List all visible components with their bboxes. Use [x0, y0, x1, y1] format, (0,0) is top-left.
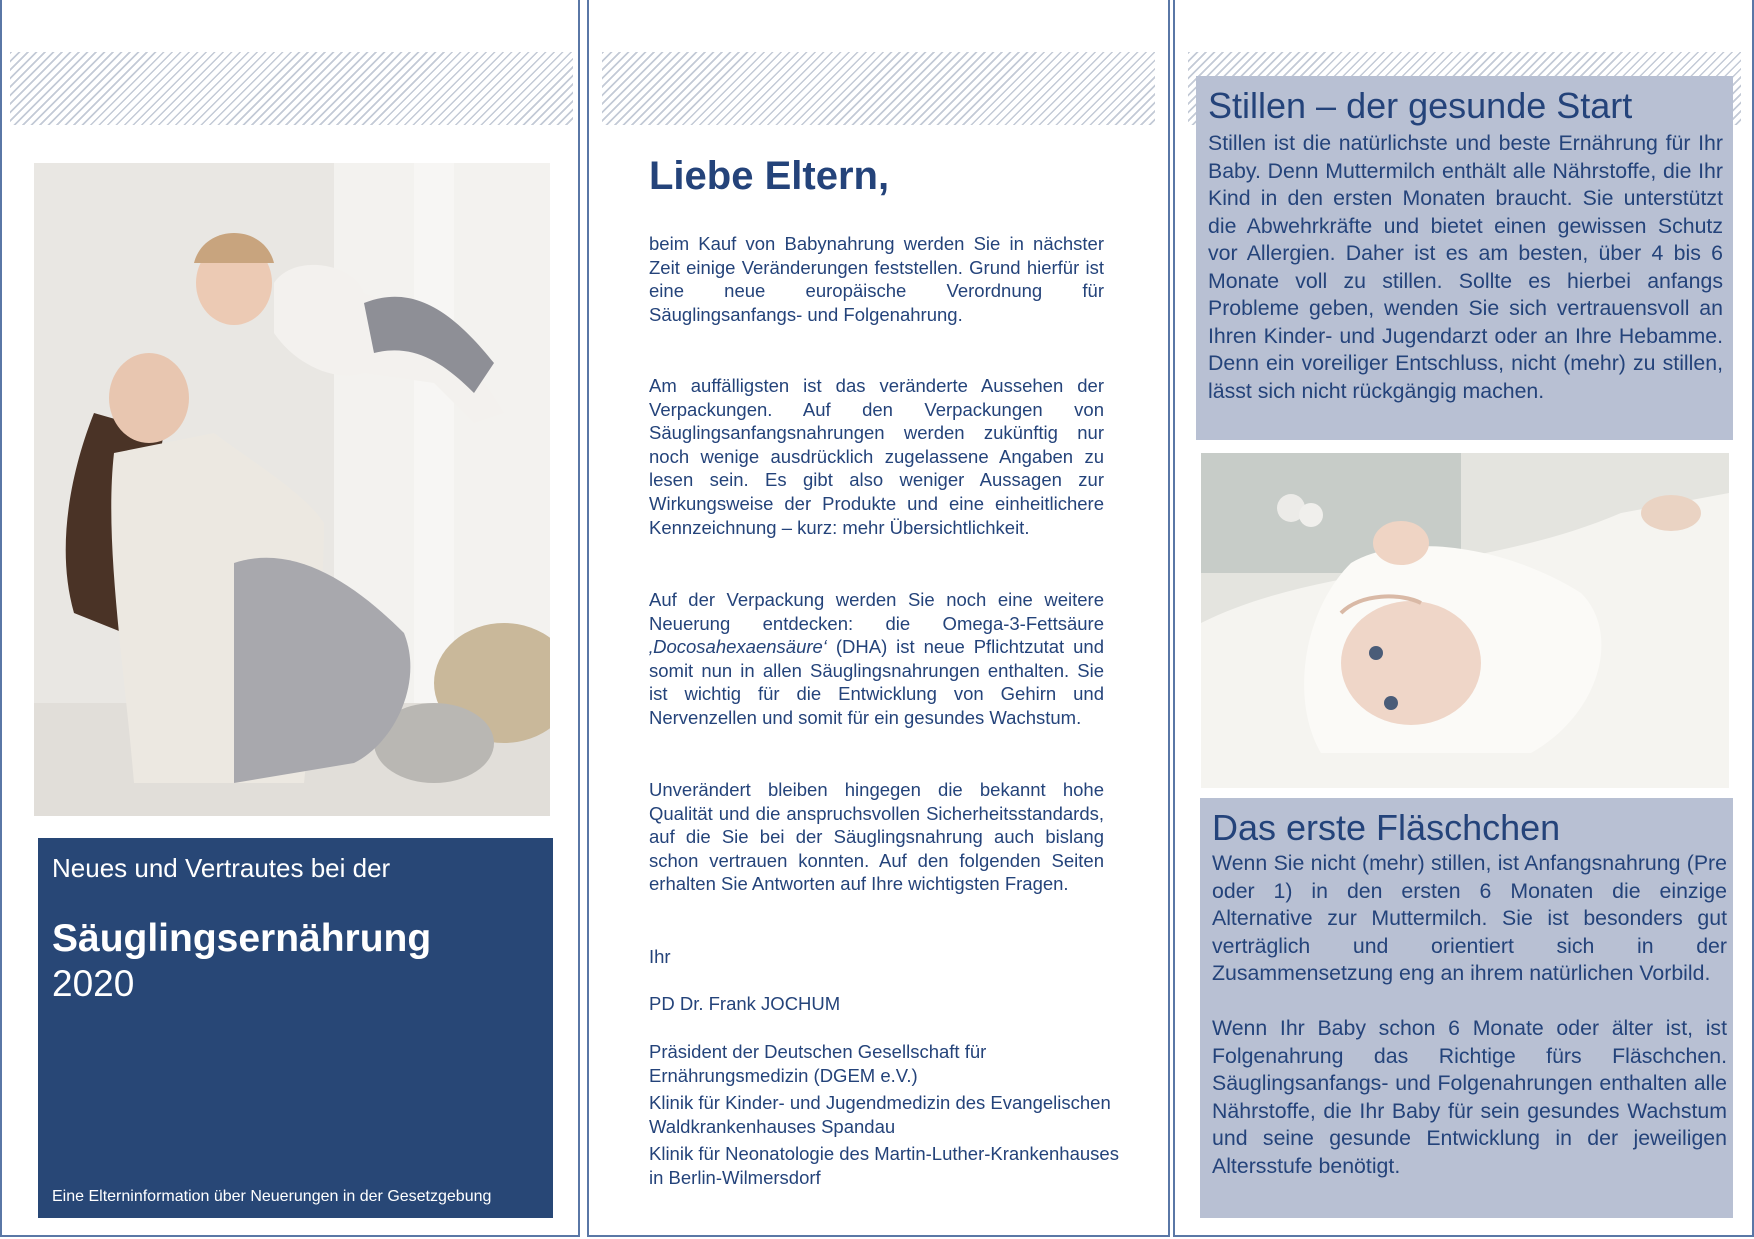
letter-paragraph — [649, 588, 1104, 730]
letter-text-part: (DHA) ist neue Pflichtzutat und somit nun in allen Säuglingsnahrungen enthalten. Sie ist wichtig für die Entwicklung von Gehirn und Nervenzellen und somit für ein gesundes Wachstum. — [649, 636, 1104, 728]
letter-paragraph: Am auffälligsten ist das veränderte Aussehen der Verpackungen. Auf den Verpackungen von Säuglingsanfangsnahrungen werden zukünftig nur noch wenige ausdrücklich zugelassene Angaben zu lesen sein. Es gibt also weniger Aussagen zur Wirkungsweise der Produkte und eine einheitlichere Kennzeichnung – kurz: mehr Übersichtlichkeit. — [649, 375, 1104, 538]
cover-title: Säuglingsernährung — [52, 917, 432, 960]
first-bottle-box — [1200, 798, 1733, 1218]
cover-title-block — [38, 838, 553, 1218]
cover-subtitle: Neues und Vertrautes bei der — [52, 853, 391, 883]
hatch-band — [602, 52, 1155, 125]
first-bottle-heading: Das erste Fläschchen — [1212, 807, 1561, 848]
cover-year: 2020 — [52, 963, 135, 1004]
letter-text-italic: ‚Docosahexaensäure‘ — [649, 636, 827, 658]
info-panel — [1173, 0, 1754, 1237]
first-bottle-text: Wenn Sie nicht (mehr) stillen, ist Anfangsnahrung (Pre oder 1) in den ersten 6 Monaten die einzige Alternative zur Muttermilch. Sie ist besonders gut verträglich und orientiert sich in der Zusammensetzung eng an ihrem natürlichen Vorbild. — [1212, 851, 1727, 985]
letter-text-part: Auf der Verpackung werden Sie noch eine weitere Neuerung entdecken: die Omega-3-Fettsäure — [649, 589, 1104, 634]
letter-title: Liebe Eltern, — [649, 154, 890, 198]
letter-panel — [587, 0, 1170, 1237]
signatory-name: PD Dr. Frank JOCHUM — [649, 993, 841, 1014]
cover-panel — [0, 0, 580, 1237]
breastfeeding-box — [1196, 76, 1733, 440]
mother-baby-photo — [34, 163, 550, 816]
signatory-affiliation: Präsident der Deutschen Gesellschaft für Ernährungsmedizin (DGEM e.V.) — [649, 1041, 987, 1086]
baby-photo — [1201, 453, 1729, 788]
hatch-band — [10, 52, 573, 125]
breastfeeding-heading: Stillen – der gesunde Start — [1208, 85, 1633, 126]
first-bottle-text: Wenn Ihr Baby schon 6 Monate oder älter ist, ist Folgenahrung das Richtige fürs Fläschchen. Säuglingsanfangs- und Folgenahrungen enthalten alle Nährstoffe, die Ihr Baby für sein gesundes Wachstum und seine gesunde Entwicklung in der jeweiligen Altersstufe benötigt. — [1212, 1016, 1727, 1178]
letter-paragraph: beim Kauf von Babynahrung werden Sie in nächster Zeit einige Veränderungen feststellen. Grund hierfür ist eine neue europäische Verordnung für Säuglingsanfangs- und Folgenahrung. — [649, 233, 1104, 325]
signatory-affiliation: Klinik für Kinder- und Jugendmedizin des Evangelischen Waldkrankenhauses Spandau — [649, 1092, 1111, 1137]
letter-closing: Ihr — [649, 946, 671, 967]
cover-footer: Eine Elterninformation über Neuerungen in der Gesetzgebung — [52, 1188, 492, 1205]
signatory-affiliation: Klinik für Neonatologie des Martin-Luther-Krankenhauses in Berlin-Wilmersdorf — [649, 1143, 1119, 1188]
breastfeeding-text: Stillen ist die natürlichste und beste Ernährung für Ihr Baby. Denn Muttermilch enthält alle Nährstoffe, die Ihr Kind in den ersten Monaten braucht. Sie unterstützt die Abwehrkräfte und bietet einen gewissen Schutz vor Allergien. Daher ist es am besten, über 4 bis 6 Monate voll zu stillen. Sollte es hierbei anfangs Probleme geben, wenden Sie sich vertrauensvoll an Ihren Kinder- und Jugendarzt oder an Ihre Hebamme. Denn ein voreiliger Entschluss, nicht (mehr) zu stillen, lässt sich nicht rückgängig machen. — [1208, 131, 1723, 403]
letter-paragraph: Unverändert bleiben hingegen die bekannt hohe Qualität und die anspruchsvollen Sicherheitsstandards, auf die Sie bei der Säuglingsnahrung auch bislang schon vertrauen konnten. Auf den folgenden Seiten erhalten Sie Antworten auf Ihre wichtigsten Fragen. — [649, 779, 1104, 895]
